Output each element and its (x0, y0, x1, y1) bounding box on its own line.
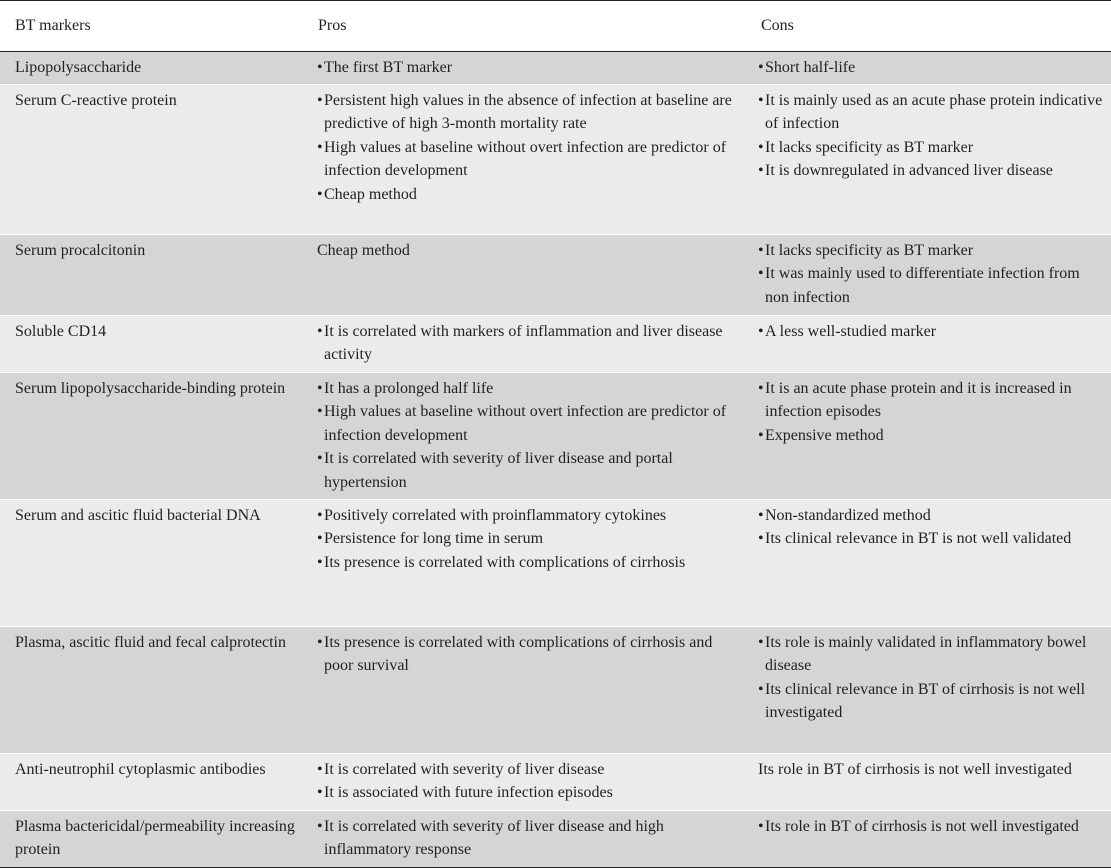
cons-item: • Expensive method (758, 424, 1105, 447)
pros-item: • Cheap method (317, 183, 740, 206)
marker-cell: Anti-neutrophil cytoplasmic antibodies (0, 754, 303, 811)
pros-cell (303, 316, 746, 373)
cons-cell (746, 627, 1111, 754)
pros-item: • High values at baseline without overt infection are predictor of infection development (317, 400, 740, 447)
pros-item: • The first BT marker (317, 56, 740, 79)
pros-list (317, 815, 740, 862)
pros-cell (303, 754, 746, 811)
pros-list (317, 56, 740, 79)
cons-cell (746, 235, 1111, 316)
cons-cell (746, 811, 1111, 868)
pros-item: • Persistent high values in the absence of infection at baseline are predictive of high 3-month mortality rate (317, 89, 740, 136)
pros-list (317, 504, 740, 574)
cons-cell (746, 52, 1111, 85)
cons-item: • A less well-studied marker (758, 320, 1105, 343)
header-pros: Pros (303, 1, 746, 52)
header-cons: Cons (746, 1, 1111, 52)
table-row (0, 235, 1111, 316)
pros-cell (303, 52, 746, 85)
pros-list (317, 631, 740, 678)
header-row (0, 1, 1111, 52)
cons-item: • Its clinical relevance in BT is not well validated (758, 527, 1105, 550)
pros-item: • It is associated with future infection episodes (317, 781, 740, 804)
pros-item: • High values at baseline without overt infection are predictor of infection development (317, 136, 740, 183)
marker-cell: Serum and ascitic fluid bacterial DNA (0, 500, 303, 627)
pros-cell (303, 811, 746, 868)
table-row (0, 627, 1111, 754)
cons-item: • It lacks specificity as BT marker (758, 239, 1105, 262)
header-bt-markers: BT markers (0, 1, 303, 52)
pros-list (317, 89, 740, 206)
table-row (0, 85, 1111, 235)
cons-item: • It is downregulated in advanced liver disease (758, 159, 1105, 182)
cons-item: • It was mainly used to differentiate infection from non infection (758, 262, 1105, 309)
cons-cell (746, 373, 1111, 500)
pros-item: • Positively correlated with proinflammatory cytokines (317, 504, 740, 527)
cons-list (758, 377, 1105, 447)
table-row (0, 811, 1111, 868)
marker-cell: Serum C-reactive protein (0, 85, 303, 235)
table-row (0, 754, 1111, 811)
pros-cell (303, 373, 746, 500)
cons-item: • Its clinical relevance in BT of cirrhosis is not well investigated (758, 678, 1105, 725)
pros-list (317, 320, 740, 367)
cons-list (758, 239, 1105, 309)
pros-item: • Its presence is correlated with complications of cirrhosis (317, 551, 740, 574)
table-body (0, 52, 1111, 868)
cons-item: • It lacks specificity as BT marker (758, 136, 1105, 159)
pros-item: • It is correlated with severity of liver disease and high inflammatory response (317, 815, 740, 862)
table-row (0, 373, 1111, 500)
cons-list (758, 56, 1105, 79)
cons-list (758, 89, 1105, 183)
marker-cell: Plasma, ascitic fluid and fecal calprotectin (0, 627, 303, 754)
marker-cell: Plasma bactericidal/permeability increasing protein (0, 811, 303, 868)
cons-cell (746, 85, 1111, 235)
table-row (0, 500, 1111, 627)
cons-list (758, 631, 1105, 725)
pros-item: • It is correlated with markers of inflammation and liver disease activity (317, 320, 740, 367)
marker-cell: Serum procalcitonin (0, 235, 303, 316)
pros-item: • It is correlated with severity of liver disease (317, 758, 740, 781)
cons-item: • It is mainly used as an acute phase protein indicative of infection (758, 89, 1105, 136)
cons-list (758, 815, 1105, 838)
pros-cell (303, 85, 746, 235)
cons-item: • Non-standardized method (758, 504, 1105, 527)
marker-cell: Serum lipopolysaccharide-binding protein (0, 373, 303, 500)
pros-cell (303, 627, 746, 754)
pros-item: • It has a prolonged half life (317, 377, 740, 400)
cons-cell (746, 316, 1111, 373)
cons-item: • Short half-life (758, 56, 1105, 79)
table-header (0, 1, 1111, 52)
pros-cell: Cheap method (303, 235, 746, 316)
cons-cell (746, 500, 1111, 627)
cons-item: • Its role is mainly validated in inflammatory bowel disease (758, 631, 1105, 678)
cons-list (758, 504, 1105, 551)
pros-item: • Its presence is correlated with complications of cirrhosis and poor survival (317, 631, 740, 678)
pros-cell (303, 500, 746, 627)
cons-list (758, 320, 1105, 343)
pros-list (317, 377, 740, 494)
table-row (0, 316, 1111, 373)
cons-item: • It is an acute phase protein and it is increased in infection episodes (758, 377, 1105, 424)
pros-list (317, 758, 740, 805)
pros-item: • It is correlated with severity of liver disease and portal hypertension (317, 447, 740, 494)
pros-item: • Persistence for long time in serum (317, 527, 740, 550)
cons-cell: Its role in BT of cirrhosis is not well investigated (746, 754, 1111, 811)
table-row (0, 52, 1111, 85)
marker-cell: Lipopolysaccharide (0, 52, 303, 85)
cons-item: • Its role in BT of cirrhosis is not well investigated (758, 815, 1105, 838)
marker-cell: Soluble CD14 (0, 316, 303, 373)
